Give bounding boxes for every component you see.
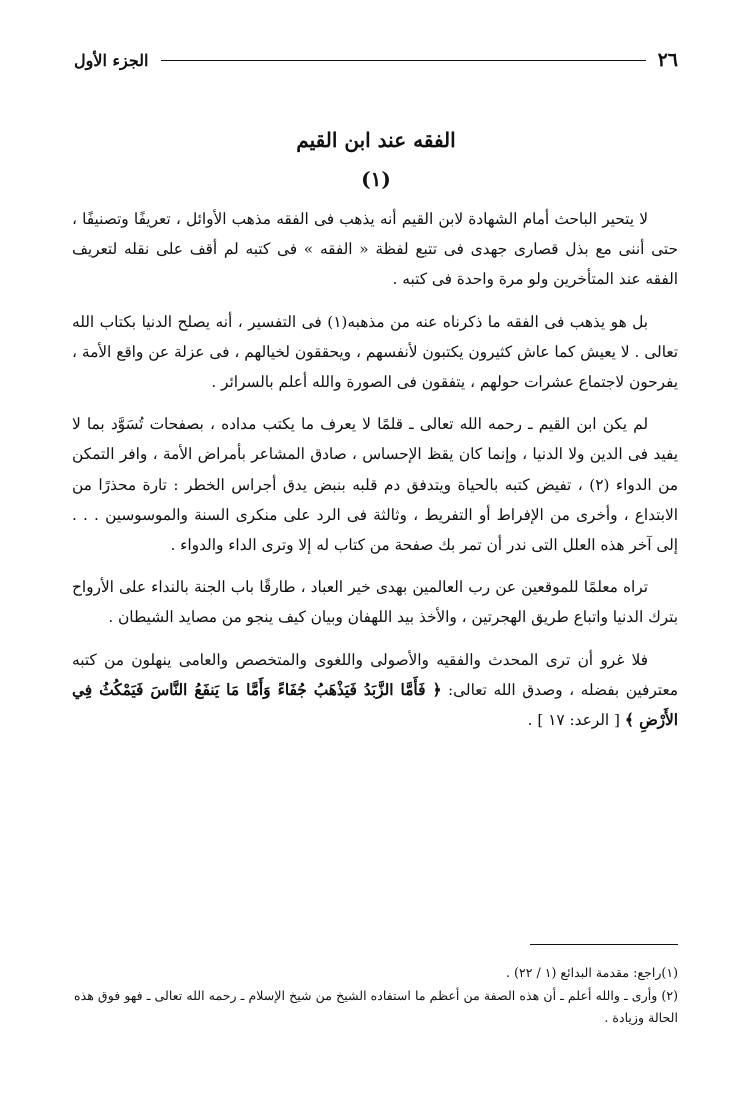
paragraph-3: لم يكن ابن القيم ـ رحمه الله تعالى ـ قلمًا لا يعرف ما يكتب مداده ، بصفحات تُسَوَّد بما لا يفيد فى الدين ولا الدنيا ، وإنما كان يقظ الإحساس ، صادق المشاعر بأمراض الأمة ، وافر التمكن من الدواء (٢) ، تفيض كتبه بالحياة ويتدفق دم قلبه بنبض يدق أجراس الخطر : تارة محذرًا من الابتداع ، وأخرى من الإفراط أو التفريط ، وثالثة فى الرد على منكرى السنة والموسوسين . . . إلى آخر هذه العلل التى ندر أن تمر بك صفحة من كتاب له إلا وترى الداء والدواء . <box>72 415 678 555</box>
quran-verse: ﴿ فَأَمَّا الزَّبَدُ فَيَذْهَبُ جُفَاءً وَأَمَّا مَا يَنفَعُ النَّاسَ فَيَمْكُثُ فِي الأَرْضِ ﴾ <box>72 680 678 730</box>
page-number: ٢٦ <box>657 49 678 71</box>
footnotes <box>74 962 678 1030</box>
paragraph-5-text: فلا غرو أن ترى المحدث والفقيه والأصولى واللغوى والمتخصص والعامى ينهلون من كتبه معترفين بفضله ، وصدق الله تعالى: <box>72 650 678 699</box>
footnote-rule <box>530 944 678 945</box>
chapter-title: الفقه عند ابن القيم <box>296 128 456 152</box>
paragraph-2: بل هو يذهب فى الفقه ما ذكرناه عنه من مذهبه(١) فى التفسير ، أنه يصلح الدنيا بكتاب الله تعالى . لا يعيش كما عاش كثيرون يكتبون لأنفسهم ، ويحققون لخيالهم ، فى عزلة عن واقع الأمة ، يفرحون لاجتماع عشرات حولهم ، يتفقون فى الصورة والله أعلم بالسرائر . <box>72 312 678 392</box>
section-number: (١) <box>361 167 391 191</box>
body-text <box>72 204 678 747</box>
paragraph-5 <box>72 645 678 736</box>
running-header <box>74 46 678 74</box>
verse-citation: [ الرعد: ١٧ ] . <box>527 711 620 730</box>
header-rule <box>161 60 646 61</box>
paragraph-1: لا يتحير الباحث أمام الشهادة لابن القيم أنه يذهب فى الفقه مذهب الأوائل ، تعريفًا وتصنيفًا ، حتى أننى مع بذل قصارى جهدى فى تتبع لفظة « الفقه » فى كتبه لم أقف على نقله لتعريف الفقه عند المتأخرين ولو مرة واحدة فى كتبه . <box>72 210 678 289</box>
paragraph-4: تراه معلمًا للموقعين عن رب العالمين بهدى خير العباد ، طارقًا باب الجنة بالنداء على الأرواح بترك الدنيا واتباع طريق الهجرتين ، والأخذ بيد اللهفان وبيان كيف ينجو من مصايد الشيطان . <box>72 578 678 627</box>
footnote-1: (١)راجع: مقدمة البدائع (١ / ٢٢) . <box>506 965 678 980</box>
footnote-2: (٢) وأرى ـ والله أعلم ـ أن هذه الصفة من أعظم ما استفاده الشيخ من شيخ الإسلام ـ رحمه الله تعالى ـ فهو فوق هذه الحالة وزيادة . <box>74 988 678 1025</box>
part-title: الجزء الأول <box>74 50 149 70</box>
